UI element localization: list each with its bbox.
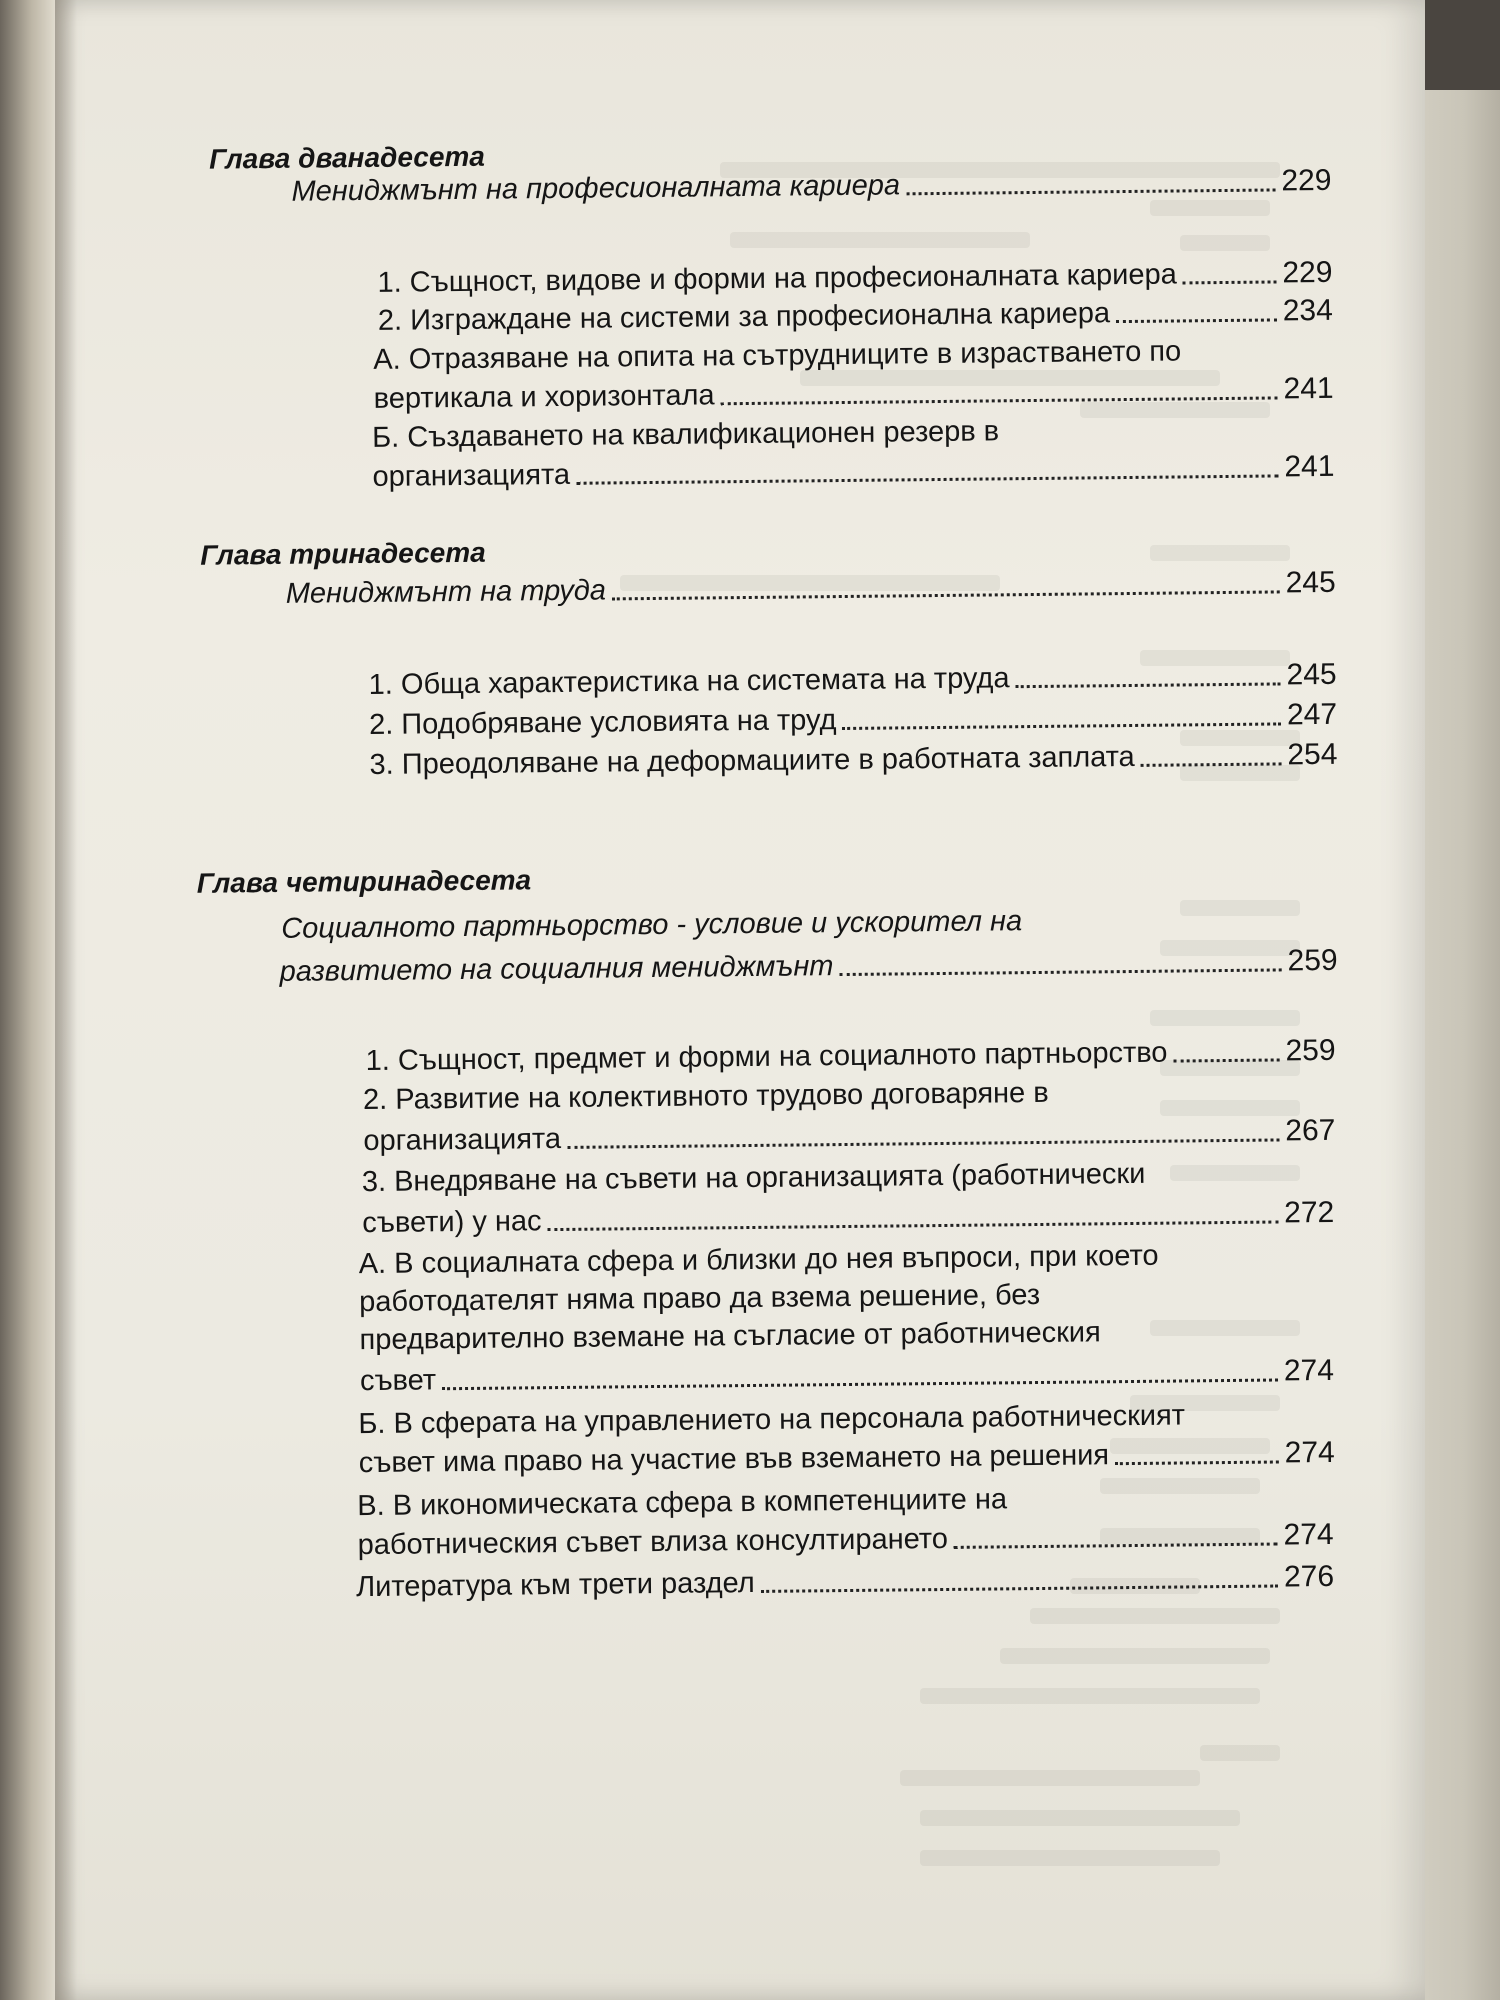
entry-text: вертикала и хоризонтала — [373, 379, 715, 415]
entry-text-line: Б. В сферата на управлението на персонала работническият — [358, 1399, 1186, 1441]
page-number: 276 — [1283, 1559, 1335, 1594]
entry-text: 1. Същност, предмет и форми на социалното партньорство — [365, 1036, 1168, 1078]
toc-entry[interactable] — [369, 698, 1337, 742]
page-number: 229 — [1282, 255, 1333, 290]
chapter-13-heading: Глава тринадесета — [200, 536, 486, 571]
entry-text: 1. Същност, видове и форми на професионалната кариера — [377, 258, 1177, 299]
leader-dots — [1115, 1460, 1279, 1465]
leader-dots — [1183, 280, 1277, 284]
leader-dots — [567, 1138, 1279, 1148]
entry-text-line: работодателят няма право да взема решение, без — [358, 1278, 1041, 1319]
leader-dots — [843, 722, 1282, 730]
chapter-13-title: Мениджмънт на труда — [285, 574, 607, 610]
page-number: 229 — [1281, 163, 1332, 198]
page-number: 241 — [1283, 371, 1334, 406]
chapter-12-heading: Глава дванадесета — [209, 140, 486, 175]
entry-text: Литература към трети раздел — [355, 1566, 755, 1604]
page-number: 241 — [1284, 449, 1335, 484]
toc-entry[interactable] — [362, 1196, 1334, 1240]
toc-entry[interactable] — [369, 658, 1337, 702]
leader-dots — [1141, 762, 1282, 766]
toc-entry[interactable] — [372, 450, 1334, 494]
chapter-14-title: развитието на социалния мениджмънт — [279, 950, 834, 988]
entry-text-line: А. В социалната сфера и близки до нея въпроси, при което — [358, 1239, 1159, 1281]
entry-text: 2. Подобряване условията на труд — [368, 704, 837, 741]
page-number: 274 — [1283, 1517, 1334, 1552]
chapter-13-title-row[interactable] — [286, 566, 1336, 611]
chapter-14-heading: Глава четиринадесета — [196, 864, 532, 899]
entry-text: съвети) у нас — [362, 1205, 542, 1240]
page-number: 254 — [1287, 737, 1338, 772]
page-number: 259 — [1287, 943, 1338, 978]
entry-text: организацията — [363, 1122, 562, 1158]
entry-text-line: В. В икономическата сфера в компетенциите на — [357, 1483, 1008, 1523]
leader-dots — [548, 1220, 1279, 1231]
toc-entry[interactable] — [358, 1518, 1334, 1562]
entry-text: 2. Изграждане на системи за професионална кариера — [377, 297, 1111, 337]
page-number: 259 — [1285, 1033, 1336, 1068]
toc-entry[interactable] — [377, 256, 1332, 300]
entry-text: 3. Преодоляване на деформациите в работната заплата — [369, 740, 1135, 781]
leader-dots — [721, 396, 1278, 405]
page-number: 247 — [1286, 697, 1338, 732]
leader-dots — [612, 590, 1280, 600]
toc-entry[interactable] — [369, 738, 1337, 782]
toc-entry[interactable] — [363, 1114, 1335, 1158]
entry-text: организацията — [372, 458, 571, 493]
entry-text-line: А. Отразяване на опита на сътрудниците в израстването по — [373, 335, 1182, 376]
entry-text: съвет — [359, 1364, 437, 1398]
chapter-12-title: Мениджмънт на професионалната кариера — [291, 169, 901, 208]
toc-entry[interactable] — [374, 372, 1334, 416]
leader-dots — [906, 188, 1275, 195]
entry-text-line: Б. Създаването на квалификационен резерв в — [371, 415, 1000, 454]
toc-entry[interactable] — [359, 1436, 1335, 1480]
leader-dots — [576, 474, 1278, 484]
page-number: 245 — [1286, 657, 1337, 692]
leader-dots — [1174, 1058, 1280, 1062]
entry-text-line: 3. Внедряване на съвети на организацията (работнически — [361, 1157, 1146, 1199]
leader-dots — [442, 1378, 1278, 1390]
leader-dots — [1016, 682, 1281, 688]
leader-dots — [954, 1543, 1278, 1549]
entry-text-line: предварително вземане на съгласие от работническия — [359, 1316, 1101, 1357]
toc-entry[interactable] — [365, 1034, 1335, 1078]
page-number: 234 — [1282, 293, 1333, 328]
leader-dots — [840, 968, 1282, 976]
chapter-14-title-line: Социалното партньорство - условие и ускорител на — [281, 905, 1023, 945]
leader-dots — [761, 1585, 1278, 1593]
page-number: 245 — [1285, 565, 1336, 600]
toc-entry[interactable] — [378, 294, 1333, 338]
leader-dots — [1116, 318, 1277, 323]
page-number: 267 — [1285, 1113, 1336, 1148]
entry-text-line: 2. Развитие на колективното трудово договаряне в — [362, 1076, 1049, 1117]
entry-text: съвет има право на участие във вземането на решения — [358, 1439, 1110, 1480]
page-number: 274 — [1284, 1435, 1335, 1470]
toc-entry[interactable] — [360, 1354, 1334, 1398]
page-number: 274 — [1283, 1353, 1335, 1388]
chapter-14-title-row[interactable] — [280, 944, 1338, 989]
toc-entry[interactable] — [356, 1560, 1334, 1604]
entry-text: работническия съвет влиза консултирането — [357, 1522, 949, 1562]
entry-text: 1. Обща характеристика на системата на труда — [368, 662, 1010, 701]
page-number: 272 — [1284, 1195, 1335, 1230]
